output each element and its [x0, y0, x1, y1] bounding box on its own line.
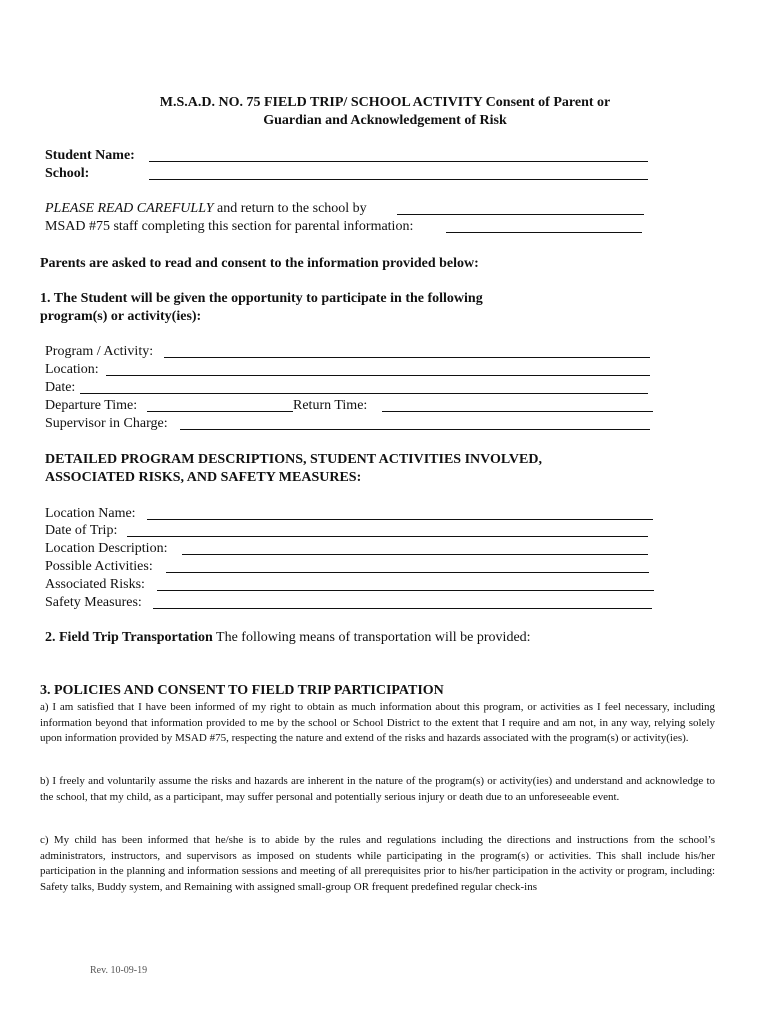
date-of-trip-field[interactable] — [127, 536, 648, 537]
section2-line — [45, 630, 531, 646]
date-label: Date: — [45, 380, 76, 395]
safety-measures-field[interactable] — [153, 608, 652, 609]
date-of-trip-label: Date of Trip: — [45, 523, 118, 538]
section1-heading-line1: 1. The Student will be given the opportunity to participate in the following — [40, 291, 483, 306]
location-name-field[interactable] — [147, 519, 653, 520]
return-time-label: Return Time: — [293, 398, 368, 413]
safety-measures-label: Safety Measures: — [45, 595, 142, 610]
location-field[interactable] — [106, 375, 650, 376]
return-time-field[interactable] — [382, 411, 653, 412]
location-label: Location: — [45, 362, 99, 377]
staff-info-field[interactable] — [446, 232, 642, 233]
student-name-label: Student Name: — [45, 148, 135, 163]
details-heading-line1: DETAILED PROGRAM DESCRIPTIONS, STUDENT ACTIVITIES INVOLVED, — [45, 452, 542, 467]
associated-risks-field[interactable] — [157, 590, 654, 591]
return-to-school-text: and return to the school by — [213, 201, 367, 216]
policy-paragraph-c: c) My child has been informed that he/she is to abide by the rules and regulations including the directions and instructions from the school’s administrators, instructors, and supervisors as imposed on students while participating in the program(s) or activities. This shall include his/her participation in the planning and information sessions and meeting of all prerequisites prior to his/her participation in the activity or program, including: Safety talks, Buddy system, and Remaining with assigned small-group OR frequent predefined regular check-ins — [40, 834, 715, 893]
possible-activities-label: Possible Activities: — [45, 559, 153, 574]
possible-activities-field[interactable] — [166, 572, 649, 573]
program-activity-label: Program / Activity: — [45, 344, 154, 359]
policy-paragraph-b: b) I freely and voluntarily assume the risks and hazards are inherent in the nature of the program(s) or activity(ies) and understand and acknowledge to the school, that my child, as a participant, may suffer personal and potentially serious injury or death due to an unforeseeable event. — [40, 775, 715, 803]
program-activity-field[interactable] — [164, 357, 650, 358]
student-name-field[interactable] — [149, 161, 648, 162]
return-date-field[interactable] — [397, 214, 644, 215]
school-field[interactable] — [149, 179, 648, 180]
staff-completing-text: MSAD #75 staff completing this section for parental information: — [45, 219, 414, 234]
return-instructions — [45, 201, 367, 217]
departure-time-label: Departure Time: — [45, 398, 138, 413]
location-name-label: Location Name: — [45, 506, 136, 521]
location-description-label: Location Description: — [45, 541, 168, 556]
intro-text: Parents are asked to read and consent to the information provided below: — [40, 256, 479, 271]
details-heading-line2: ASSOCIATED RISKS, AND SAFETY MEASURES: — [45, 470, 362, 485]
page-title-line2: Guardian and Acknowledgement of Risk — [263, 113, 507, 128]
section3-heading: 3. POLICIES AND CONSENT TO FIELD TRIP PARTICIPATION — [40, 683, 444, 698]
departure-time-field[interactable] — [147, 411, 293, 412]
associated-risks-label: Associated Risks: — [45, 577, 145, 592]
supervisor-field[interactable] — [180, 429, 650, 430]
section2-heading: 2. Field Trip Transportation — [45, 630, 213, 645]
section1-heading-line2: program(s) or activity(ies): — [40, 309, 202, 324]
supervisor-label: Supervisor in Charge: — [45, 416, 168, 431]
section2-text: The following means of transportation will be provided: — [212, 630, 531, 645]
date-field[interactable] — [80, 393, 648, 394]
please-read-text: PLEASE READ CAREFULLY — [45, 201, 214, 216]
policy-paragraph-a: a) I am satisfied that I have been informed of my right to obtain as much information about this program, or activities as I feel necessary, including information beyond that information provided to me by the school or School District to the extent that I require and am not, in any way, relying solely upon information provided by MSAD #75, respecting the nature and extend of the risks and hazards associated with the program(s) or activity(ies). — [40, 701, 715, 744]
school-label: School: — [45, 166, 90, 181]
page-title-line1: M.S.A.D. NO. 75 FIELD TRIP/ SCHOOL ACTIVITY Consent of Parent or — [159, 95, 611, 110]
location-description-field[interactable] — [182, 554, 648, 555]
revision-label: Rev. 10-09-19 — [90, 965, 148, 976]
